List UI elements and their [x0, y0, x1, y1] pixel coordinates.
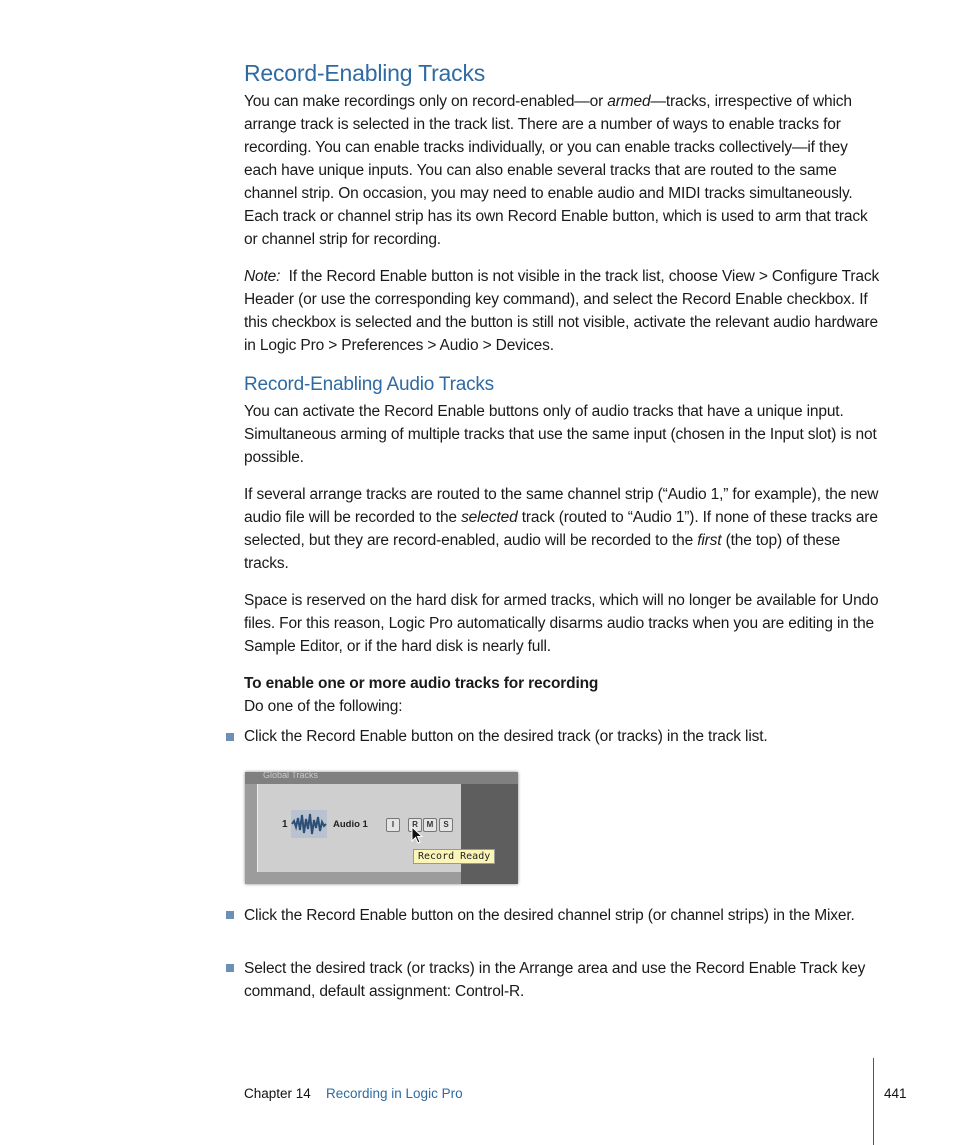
screenshot-header-strip [245, 772, 518, 784]
intro-text-2: —tracks, irrespective of which arrange track is selected in the track list. There are a number of ways to enable tracks for recording. You can enable tracks individually, or you can enable tracks collectively—if they each have unique inputs. You can also enable several tracks that are routed to the same channel strip. On occasion, you may need to enable audio and MIDI tracks simultaneously. Each track or channel strip has its own Record Enable button, which is used to arm that track or channel strip for recording. [244, 93, 868, 248]
bullet-marker-1 [226, 733, 234, 741]
note-paragraph [244, 265, 884, 357]
bullet-item-1: Click the Record Enable button on the desired track (or tracks) in the track list. [244, 728, 768, 745]
mouse-pointer-icon [411, 826, 425, 844]
record-ready-tooltip: Record Ready [413, 849, 495, 864]
audio-waveform-icon [291, 810, 327, 838]
track-number: 1 [282, 819, 288, 830]
page-number: 441 [884, 1086, 907, 1101]
bullet-marker-2 [226, 911, 234, 919]
task-title: To enable one or more audio tracks for recording [244, 675, 599, 692]
page-heading: Record-Enabling Tracks [244, 60, 486, 86]
bullet-item-2: Click the Record Enable button on the desired channel strip (or channel strips) in the Mixer. [244, 907, 855, 924]
bullet-marker-3 [226, 964, 234, 972]
intro-text-1: You can make recordings only on record-enabled—or [244, 93, 608, 110]
task-intro: Do one of the following: [244, 698, 403, 715]
paragraph-3-text: Space is reserved on the hard disk for armed tracks, which will no longer be available for Undo files. For this reason, Logic Pro automatically disarms audio tracks when you are editing in the Sample Editor, or if the hard disk is nearly full. [244, 592, 879, 655]
intro-paragraph [244, 90, 884, 251]
para2-text-2: track (routed to “Audio 1”). If none of these tracks are selected, but they are record-enabled, audio will be recorded to the [244, 509, 878, 549]
task-block [244, 672, 884, 718]
footer-divider [873, 1058, 874, 1145]
section-heading: Record-Enabling Audio Tracks [244, 374, 494, 395]
para2-text-3: (the top) of these tracks. [244, 532, 841, 572]
track-list-screenshot [245, 772, 518, 884]
paragraph-1 [244, 400, 884, 469]
mute-button[interactable]: M [423, 818, 437, 832]
record-enable-button[interactable]: R [408, 818, 422, 832]
screenshot-header-text: Global Tracks [263, 772, 319, 780]
input-monitor-button[interactable]: I [386, 818, 400, 832]
para2-italic-1: selected [461, 509, 518, 526]
paragraph-3 [244, 589, 884, 658]
footer-chapter-title: Recording in Logic Pro [326, 1086, 463, 1101]
note-text: If the Record Enable button is not visible in the track list, choose View > Configure Track Header (or use the corresponding key command), and select the Record Enable checkbox. If this checkbox is selected and the button is still not visible, activate the relevant audio hardware in Logic Pro > Preferences > Audio > Devices. [244, 268, 884, 354]
note-label: Note: [244, 268, 281, 285]
footer-chapter: Chapter 14 [244, 1086, 311, 1101]
para2-italic-2: first [697, 532, 722, 549]
arrange-area [461, 784, 518, 884]
solo-button[interactable]: S [439, 818, 453, 832]
intro-italic: armed [607, 93, 651, 110]
paragraph-1-text: You can activate the Record Enable buttons only of audio tracks that have a unique input. Simultaneous arming of multiple tracks that use the same input (chosen in the Input slot) is not possible. [244, 403, 877, 466]
paragraph-2 [244, 483, 884, 575]
track-name: Audio 1 [333, 819, 368, 830]
para2-text-1: If several arrange tracks are routed to the same channel strip (“Audio 1,” for example), the new audio file will be recorded to the [244, 486, 879, 526]
bullet-item-3: Select the desired track (or tracks) in the Arrange area and use the Record Enable Track key command, default assignment: Control-R. [244, 960, 866, 1000]
